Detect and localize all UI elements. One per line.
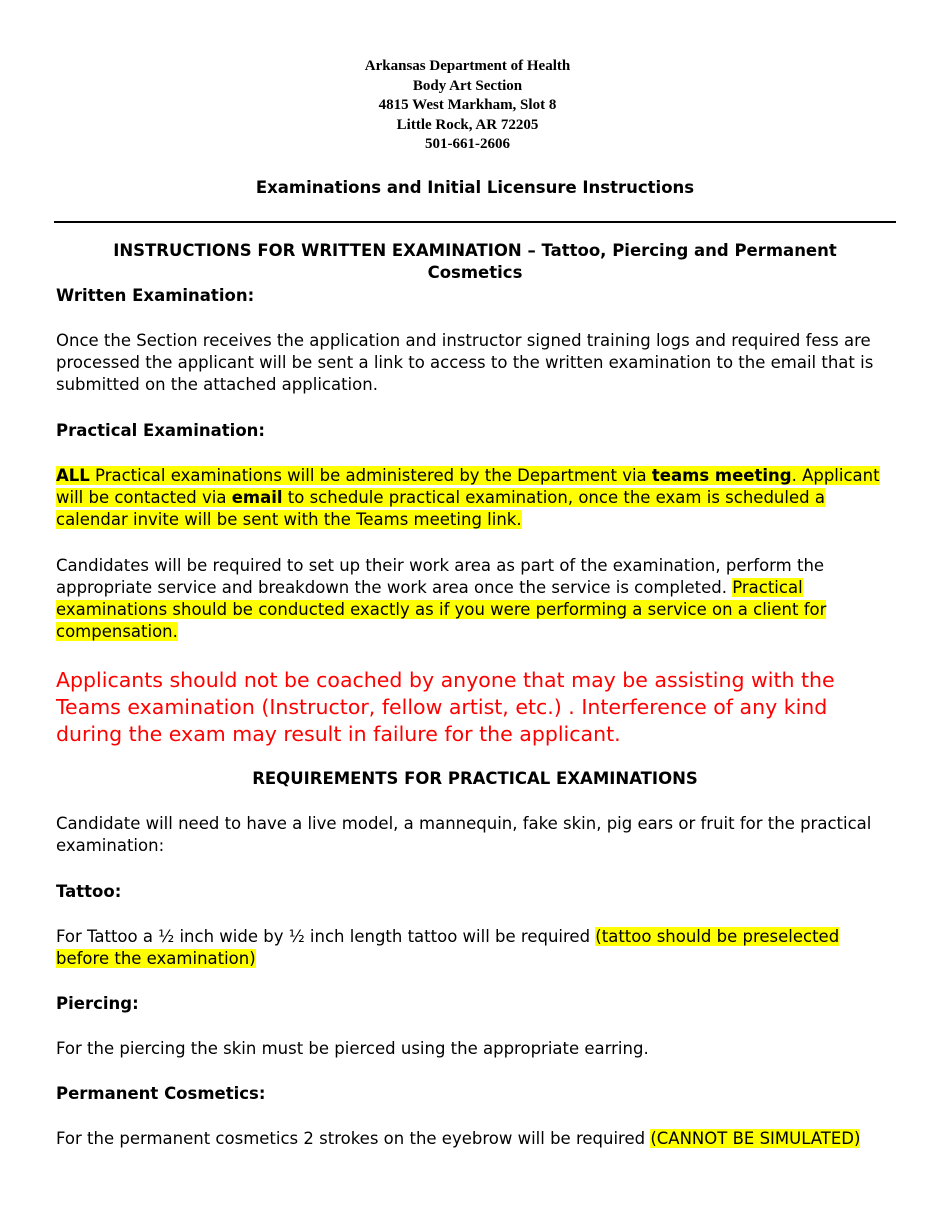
practical-text-a: Practical examinations will be administered by the Department via [89,466,652,485]
requirements-title: REQUIREMENTS FOR PRACTICAL EXAMINATIONS [252,769,698,788]
practical-text-c: to schedule practical examination, once the exam is scheduled a calendar invite will be sent with the Teams meeting link. [56,488,825,529]
phone-number: 501-661-2606 [425,136,510,153]
permanent-cosmetics-text: For the permanent cosmetics 2 strokes on the eyebrow will be required [56,1129,651,1148]
work-area-text: Candidates will be required to set up their work area as part of the examination, perform the appropriate service and breakdown the work area once the service is completed. [56,556,825,597]
horizontal-divider [54,221,896,223]
address-line-2: Little Rock, AR 72205 [396,116,539,133]
permanent-cosmetics-heading: Permanent Cosmetics: [56,1084,266,1103]
teams-meeting-emphasis: teams meeting [651,466,792,485]
document-title: Examinations and Initial Licensure Instructions [255,178,695,197]
permanent-cosmetics-highlight: (CANNOT BE SIMULATED) [650,1129,861,1148]
coaching-warning: Applicants should not be coached by anyone that may be assisting with the Teams examination (Instructor, fellow artist, etc.) . Interference of any kind during the exam may result in failure for the applicant. [56,668,835,746]
tattoo-highlight: (tattoo should be preselected before the examination) [56,927,840,968]
address-line-1: 4815 West Markham, Slot 8 [378,97,557,114]
piercing-heading: Piercing: [56,994,139,1013]
written-exam-section-title: INSTRUCTIONS FOR WRITTEN EXAMINATION – Tattoo, Piercing and Permanent Cosmetics [113,241,837,282]
email-emphasis: email [231,488,283,507]
practical-exam-paragraph [56,465,896,531]
tattoo-heading: Tattoo: [56,882,122,901]
permanent-cosmetics-paragraph [56,1128,896,1150]
tattoo-paragraph [56,926,896,970]
letterhead [0,57,935,155]
requirements-intro: Candidate will need to have a live model, a mannequin, fake skin, pig ears or fruit for the practical examination: [56,814,872,855]
org-name: Arkansas Department of Health [364,58,571,74]
work-area-highlight: Practical examinations should be conducted exactly as if you were performing a service on a client for compensation. [56,578,827,641]
written-exam-heading: Written Examination: [56,286,255,305]
practical-text-b: . Applicant will be contacted via [56,466,880,507]
practical-exam-heading: Practical Examination: [56,421,266,440]
written-exam-body: Once the Section receives the application and instructor signed training logs and required fess are processed the applicant will be sent a link to access to the written examination to the email that is submitted on the attached application. [56,331,874,394]
work-area-paragraph [56,555,896,643]
piercing-body: For the piercing the skin must be pierced using the appropriate earring. [56,1039,649,1058]
tattoo-text: For Tattoo a ½ inch wide by ½ inch length tattoo will be required [56,927,596,946]
all-emphasis: ALL [56,466,90,485]
org-section: Body Art Section [412,77,523,94]
